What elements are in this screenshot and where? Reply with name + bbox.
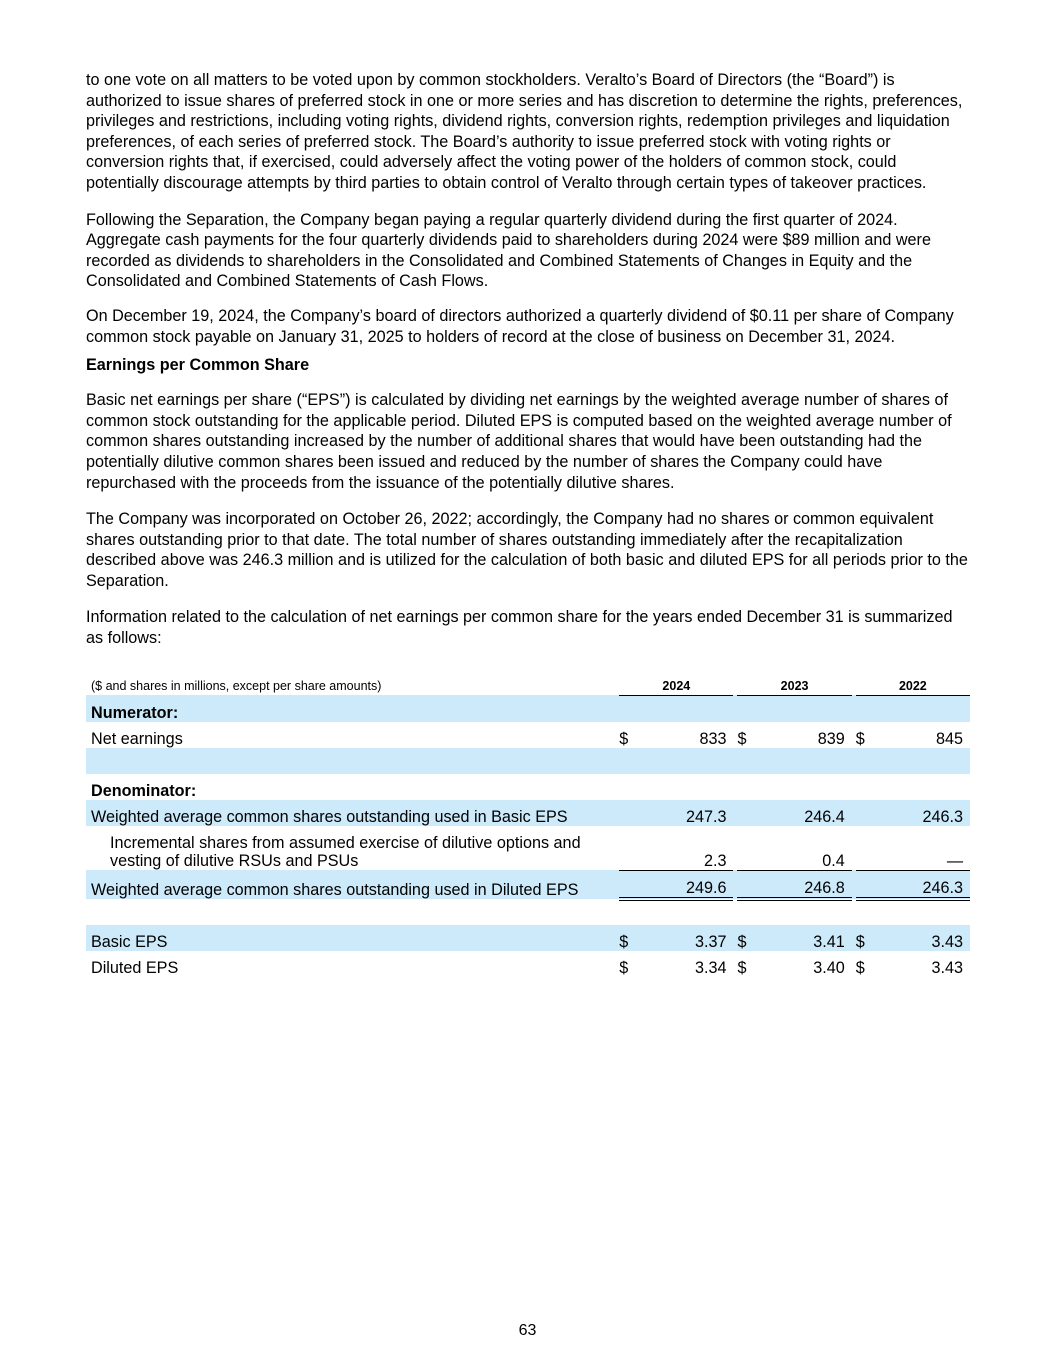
table-cell: 845 (935, 729, 963, 748)
currency-symbol: $ (737, 729, 747, 748)
table-row-net-earnings (86, 722, 970, 748)
paragraph-board-authority: to one vote on all matters to be voted upon by common stockholders. Veralto’s Board of Directors (the “Board”) is authorized to issue shares of preferred stock in one or more series and has discretion to determine the rights, preferences, privileges and restrictions, including voting rights, dividend rights, conversion rights, redemption privileges and liquidation preferences, of each series of preferred stock. The Board’s authority to issue preferred stock with voting rights or conversion rights that, if exercised, could adversely affect the voting power of the holders of common stock, could potentially discourage attempts by third parties to obtain control of Veralto through certain types of takeover practices. (86, 71, 963, 192)
table-cell: 3.40 (813, 958, 845, 977)
year-header: 2023 (737, 669, 851, 696)
table-cell: 246.3 (872, 800, 970, 826)
table-cell: 249.6 (635, 870, 733, 899)
table-cell: 3.37 (635, 925, 733, 951)
paragraph-eps-definition: Basic net earnings per share (“EPS”) is calculated by dividing net earnings by the weighted average number of shares of common stock outstanding for the applicable period. Diluted EPS is computed based on the weighted average number of common shares outstanding increased by the number of additional shares that would have been outstanding had the potentially dilutive common shares been issued and reduced by the number of shares the Company could have repurchased with the proceeds from the issuance of the potentially dilutive shares. (86, 391, 952, 492)
currency-symbol: $ (737, 925, 753, 951)
paragraph-dividend-declared: On December 19, 2024, the Company’s board of directors authorized a quarterly dividend of $0.11 per share of Company common stock payable on January 31, 2025 to holders of record at the close of business on December 31, 2024. (86, 306, 954, 346)
currency-symbol: $ (856, 925, 872, 951)
table-row-numerator (86, 695, 970, 722)
table-cell: 833 (699, 729, 727, 748)
table-row-basic-shares (86, 800, 970, 826)
paragraph-table-intro: Information related to the calculation of net earnings per common share for the years ended December 31 is summarized as follows: (86, 608, 953, 648)
currency-symbol: $ (737, 958, 747, 977)
numerator-label: Numerator: (86, 695, 619, 722)
row-label: Net earnings (91, 729, 183, 748)
table-cell: 839 (817, 729, 845, 748)
currency-symbol: $ (855, 958, 865, 977)
eps-table (86, 669, 970, 977)
table-row-incremental-shares (86, 826, 970, 871)
table-row-diluted-eps (86, 951, 970, 977)
currency-symbol: $ (855, 729, 865, 748)
document-body (86, 70, 970, 977)
table-row-spacer (86, 899, 970, 925)
section-heading-eps: Earnings per Common Share (86, 356, 310, 375)
denominator-label: Denominator: (91, 781, 197, 800)
table-row-spacer (86, 748, 970, 774)
table-cell: — (872, 826, 970, 871)
year-header: 2024 (619, 669, 733, 696)
paragraph-dividend-payments: Following the Separation, the Company began paying a regular quarterly dividend during the first quarter of 2024. Aggregate cash payments for the four quarterly dividends paid to shareholders during 2024 were $89 million and were recorded as dividends to shareholders in the Consolidated and Combined Statements of Changes in Equity and the Consolidated and Combined Statements of Cash Flows. (86, 210, 931, 291)
currency-symbol: $ (619, 729, 629, 748)
currency-symbol: $ (619, 925, 635, 951)
table-cell: 3.43 (872, 925, 970, 951)
table-cell: 246.4 (753, 800, 851, 826)
row-label: Weighted average common shares outstanding used in Diluted EPS (86, 870, 619, 899)
table-row-denominator (86, 774, 970, 800)
table-row-basic-eps (86, 925, 970, 951)
table-cell: 2.3 (635, 826, 733, 871)
page-number: 63 (518, 1322, 537, 1339)
table-cell: 3.34 (694, 958, 727, 977)
table-cell: 3.41 (753, 925, 851, 951)
currency-symbol: $ (619, 958, 629, 977)
table-cell: 3.43 (931, 958, 963, 977)
unit-note: ($ and shares in millions, except per share amounts) (91, 679, 382, 694)
table-cell: 246.3 (872, 870, 970, 899)
paragraph-incorporation: The Company was incorporated on October 26, 2022; accordingly, the Company had no shares or common equivalent shares outstanding prior to that date. The total number of shares outstanding immediately after the recapitalization described above was 246.3 million and is utilized for the calculation of both basic and diluted EPS for all periods prior to the Separation. (86, 510, 968, 590)
table-row-diluted-shares (86, 870, 970, 899)
table-header-row (86, 669, 970, 696)
row-label: Weighted average common shares outstanding used in Basic EPS (86, 800, 619, 826)
table-cell: 246.8 (753, 870, 851, 899)
table-cell: 0.4 (753, 826, 851, 871)
row-label: Basic EPS (86, 925, 619, 951)
row-label: Incremental shares from assumed exercise of dilutive options and vesting of dilutive RSUs and PSUs (110, 834, 581, 871)
row-label: Diluted EPS (91, 958, 179, 977)
year-header: 2022 (856, 669, 970, 696)
table-cell: 247.3 (635, 800, 733, 826)
